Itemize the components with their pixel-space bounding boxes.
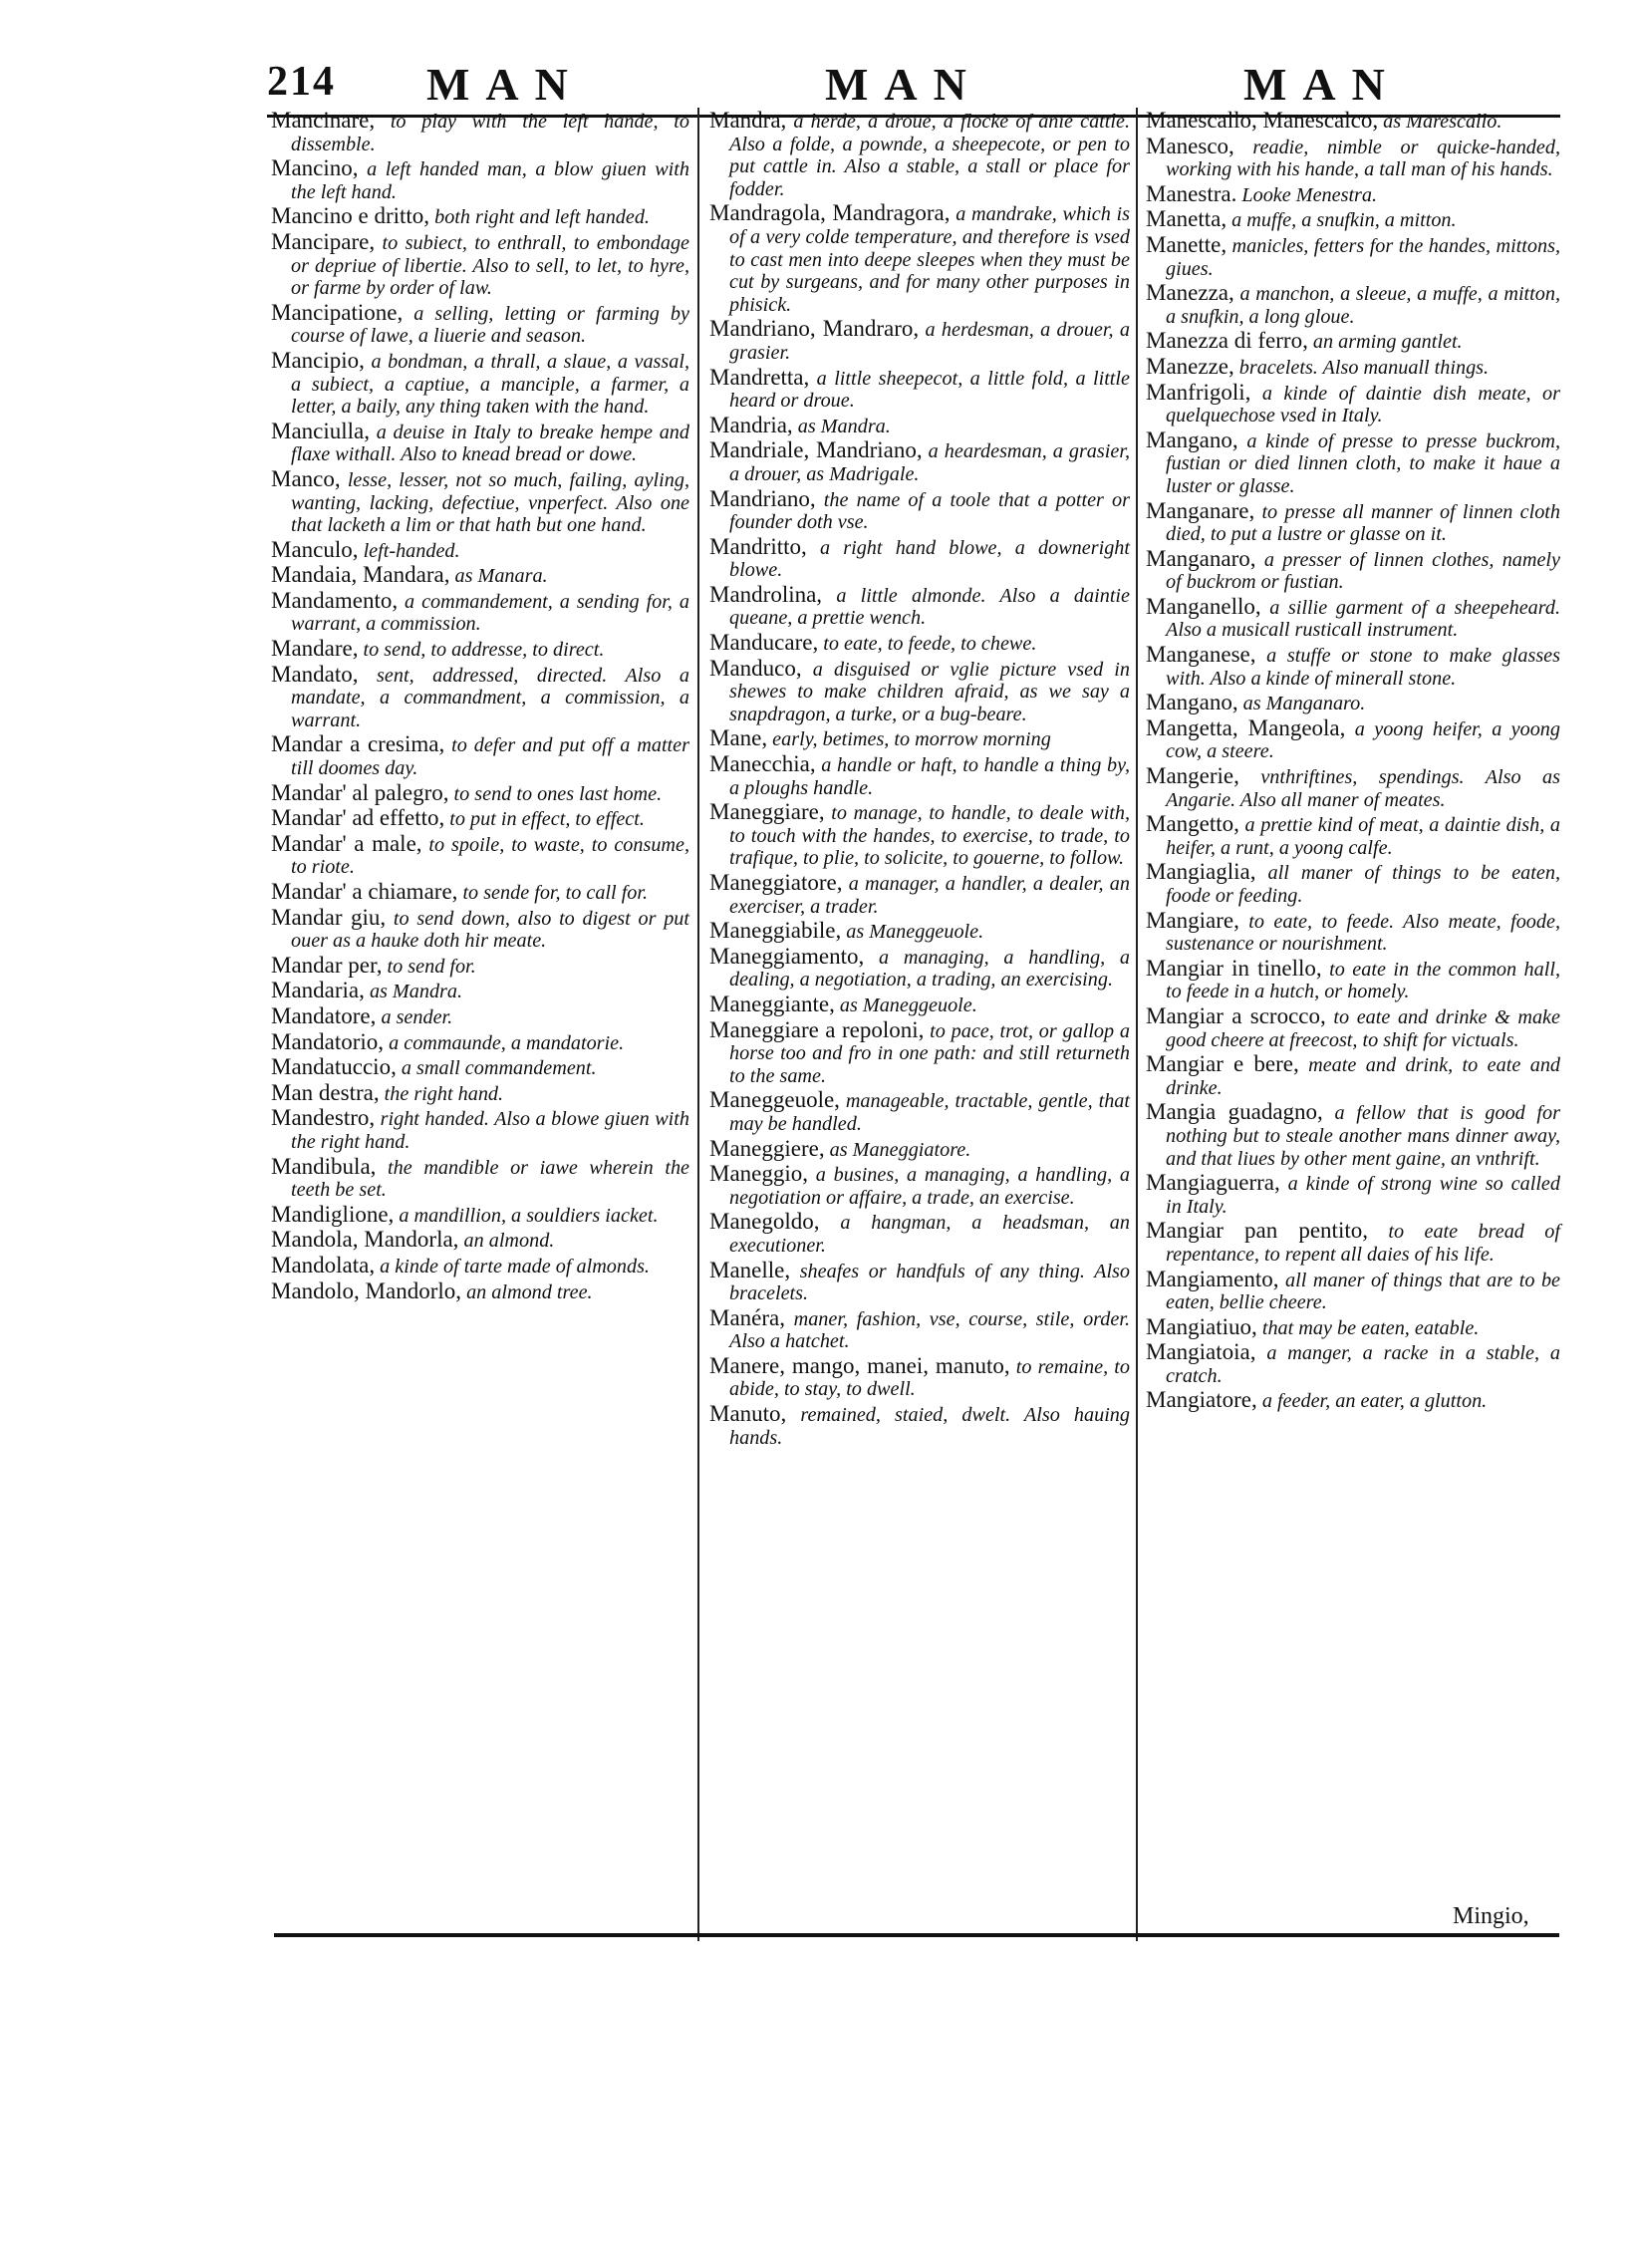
entry-definition: right handed. Also a blowe giuen with the right hand. [291, 1108, 689, 1153]
dictionary-entry [271, 1056, 689, 1080]
dictionary-entry [709, 412, 1130, 438]
dictionary-entry [271, 661, 689, 732]
dictionary-entry [271, 733, 689, 779]
entry-definition: a commandement, a sending for, a warrant, a commission. [291, 590, 689, 636]
entry-definition: to send down, also to digest or put ouer as a hauke doth hir meate. [291, 907, 690, 953]
entry-headword: Mangia guadagno, [1146, 1099, 1323, 1125]
entry-headword: Mandriano, [709, 485, 816, 511]
entry-headword: Mangiamento, [1146, 1266, 1279, 1291]
entry-definition: vnthriftines, spendings. Also as Angarie. Also all maner of meates. [1166, 766, 1560, 811]
dictionary-entry [709, 727, 1130, 751]
entry-headword: Mandriano, Mandraro, [709, 316, 920, 342]
dictionary-entry [1146, 330, 1560, 354]
entry-definition: a kinde of presse to presse buckrom, fustian or died linnen cloth, to make it haue a luster or glasse. [1166, 429, 1560, 497]
entry-definition: to remaine, to abide, to stay, to dwell. [729, 1355, 1130, 1401]
entry-definition: readie, nimble or quicke-handed, working with his hande, a tall man of his hands. [1166, 136, 1560, 181]
dictionary-entry [271, 952, 689, 979]
dictionary-entry [271, 1028, 689, 1055]
dictionary-entry [271, 779, 689, 806]
entry-headword: Mangiar a scrocco, [1146, 1002, 1326, 1028]
column-head-1: MAN [426, 59, 584, 110]
dictionary-entry [709, 439, 1130, 485]
entry-definition: the right hand. [379, 1082, 504, 1105]
entry-headword: Mandar' al palegro, [271, 779, 449, 805]
entry-headword: Mandar giu, [271, 904, 387, 930]
entry-headword: Man destra, [271, 1079, 380, 1105]
entry-headword: Mangiatore, [1146, 1387, 1257, 1413]
entry-definition: to subiect, to enthrall, to embondage or depriue of libertie. Also to sell, to let, to hyre, or farme by order of law. [291, 231, 689, 300]
dictionary-entry [1146, 379, 1560, 427]
entry-headword: Mandola, Mandorla, [271, 1227, 459, 1253]
column-divider-1 [697, 108, 699, 1941]
entry-definition: manicles, fetters for the handes, mittons, giues. [1166, 234, 1560, 280]
entry-definition: a heardesman, a grasier, a drouer, as Madrigale. [729, 440, 1130, 485]
entry-headword: Mandatuccio, [271, 1054, 397, 1080]
entry-headword: Mangano, [1146, 690, 1238, 715]
entry-definition: to eate bread of repentance, to repent all daies of his life. [1166, 1221, 1560, 1266]
entry-definition: a left handed man, a blow giuen with the left hand. [291, 158, 689, 203]
entry-headword: Mandamento, [271, 587, 399, 613]
entry-definition: a mandillion, a souldiers iacket. [394, 1204, 659, 1227]
dictionary-entry [1146, 1053, 1560, 1099]
dictionary-entry [709, 318, 1130, 364]
entry-definition: a kinde of tarte made of almonds. [375, 1255, 650, 1277]
entry-headword: Mandar' a male, [271, 830, 422, 856]
entry-headword: Mandria, [709, 412, 793, 437]
entry-headword: Manfrigoli, [1146, 379, 1251, 405]
entry-headword: Mandato, [271, 661, 359, 687]
entry-headword: Mandolata, [271, 1252, 376, 1277]
entry-headword: Mandar' a chiamare, [271, 879, 458, 904]
entry-definition: a commaunde, a mandatorie. [384, 1031, 625, 1054]
dictionary-entry [709, 753, 1130, 799]
entry-headword: Mancino, [271, 155, 359, 181]
entry-definition: to sende for, to call for. [457, 882, 649, 904]
dictionary-entry [271, 205, 689, 229]
entry-headword: Mandritto, [709, 533, 807, 559]
entry-definition: the name of a toole that a potter or founder doth vse. [729, 488, 1130, 534]
entry-definition: a manger, a racke in a stable, a cratch. [1166, 1342, 1560, 1387]
entry-headword: Mandrolina, [709, 581, 823, 607]
entry-headword: Mandiglione, [271, 1201, 395, 1227]
dictionary-entry [271, 830, 689, 879]
entry-headword: Manciulla, [271, 418, 370, 443]
entry-headword: Manganaro, [1146, 545, 1256, 571]
entry-definition: an almond. [458, 1230, 555, 1253]
dictionary-entry [709, 632, 1130, 656]
entry-headword: Mangerie, [1146, 763, 1239, 789]
entry-definition: as Mandra. [364, 981, 463, 1003]
dictionary-entry [1146, 1220, 1560, 1266]
dictionary-entry [1146, 1101, 1560, 1170]
entry-headword: Maneggiabile, [709, 918, 842, 944]
dictionary-entry [271, 587, 689, 636]
entry-definition: an almond tree. [461, 1280, 593, 1303]
entry-definition: to eate, to feede, to chewe. [818, 633, 1037, 656]
entry-definition: to pace, trot, or gallop a horse too and fro in one path: and still returneth to the same. [729, 1019, 1130, 1087]
entry-headword: Manetta, [1146, 206, 1228, 232]
column-1 [271, 110, 689, 1305]
dictionary-entry [709, 533, 1130, 582]
dictionary-entry [1146, 1389, 1560, 1413]
dictionary-entry [271, 881, 689, 905]
dictionary-entry [709, 1135, 1130, 1162]
entry-definition: a busines, a managing, a handling, a negotiation or affaire, a trade, an exercise. [729, 1164, 1130, 1209]
dictionary-entry [1146, 714, 1560, 763]
entry-definition: a mandrake, which is of a very colde temperature, and therefore is vsed to cast men into deepe sleepes when they must be cut by surgeans, and for many other purposes in phisick. [729, 203, 1130, 316]
entry-headword: Manere, mango, manei, manuto, [709, 1352, 1010, 1378]
dictionary-entry [1146, 1172, 1560, 1218]
footer-rule [274, 1933, 1559, 1937]
entry-definition: as Maneggeuole. [841, 921, 984, 944]
entry-definition: a handle or haft, to handle a thing by, a ploughs handle. [729, 754, 1130, 799]
column-head-2: MAN [825, 59, 982, 110]
entry-headword: Maneggiare, [709, 799, 825, 825]
entry-headword: Mandaia, Mandara, [271, 562, 450, 588]
entry-definition: Looke Menestra. [1236, 183, 1378, 206]
dictionary-entry [1146, 545, 1560, 594]
column-2 [709, 110, 1130, 1451]
entry-headword: Mane, [709, 725, 768, 751]
dictionary-entry [709, 1257, 1130, 1305]
dictionary-entry [271, 1229, 689, 1253]
dictionary-entry [1146, 861, 1560, 907]
entry-definition: meate and drink, to eate and drinke. [1166, 1054, 1561, 1099]
dictionary-entry [709, 110, 1130, 200]
entry-headword: Mandare, [271, 636, 359, 662]
dictionary-entry [271, 1277, 689, 1304]
entry-headword: Mangetta, Mangeola, [1146, 714, 1346, 740]
dictionary-entry [271, 980, 689, 1003]
dictionary-entry [271, 1201, 689, 1228]
dictionary-entry [1146, 813, 1560, 859]
dictionary-entry [1146, 907, 1560, 956]
entry-headword: Mancipio, [271, 347, 365, 373]
entry-headword: Mandatorio, [271, 1028, 385, 1054]
dictionary-entry [271, 807, 689, 831]
dictionary-entry [709, 1089, 1130, 1135]
entry-headword: Mancipare, [271, 228, 376, 254]
entry-definition: a sender. [376, 1005, 453, 1028]
dictionary-entry [271, 1153, 689, 1202]
entry-definition: a selling, letting or farming by course of lawe, a liuerie and season. [291, 302, 689, 348]
entry-headword: Mangiatoia, [1146, 1339, 1256, 1365]
entry-headword: Manganello, [1146, 593, 1261, 619]
dictionary-entry [1146, 353, 1560, 380]
entry-headword: Manette, [1146, 231, 1228, 257]
entry-headword: Mangiare, [1146, 907, 1239, 933]
entry-headword: Maneggiatore, [709, 870, 843, 895]
entry-definition: a stuffe or stone to make glasses with. Also a kinde of minerall stone. [1166, 645, 1560, 690]
entry-definition: to manage, to handle, to deale with, to touch with the handes, to exercise, to trade, to trafique, to plie, to solicite, to gouerne, to follow. [729, 802, 1130, 870]
dictionary-entry [271, 536, 689, 563]
entry-definition: sent, addressed, directed. Also a mandate, a commandment, a commission, a warrant. [291, 664, 689, 731]
dictionary-entry [271, 228, 689, 300]
entry-definition: an arming gantlet. [1307, 331, 1463, 354]
entry-definition: as Maneggeuole. [834, 993, 977, 1016]
entry-headword: Mancinare, [271, 108, 376, 133]
dictionary-entry [1146, 644, 1560, 690]
entry-definition: to play with the left hande, to dissemble. [291, 111, 689, 155]
page-number: 214 [267, 59, 336, 105]
dictionary-entry [1146, 955, 1561, 1003]
entry-headword: Mancino e dritto, [271, 203, 430, 229]
dictionary-entry [1146, 426, 1560, 498]
entry-headword: Mandolo, Mandorlo, [271, 1277, 462, 1303]
entry-definition: to presse all manner of linnen cloth died, to put a lustre or glasse on it. [1166, 500, 1560, 546]
entry-definition: as Manara. [449, 565, 548, 588]
dictionary-entry [271, 1002, 689, 1029]
entry-definition: as Maneggiatore. [824, 1138, 971, 1161]
dictionary-entry [1146, 1266, 1560, 1314]
dictionary-entry [1146, 180, 1560, 207]
dictionary-entry [271, 638, 689, 662]
dictionary-entry [1146, 1341, 1560, 1387]
entry-headword: Manecchia, [709, 751, 816, 777]
dictionary-entry [1146, 282, 1560, 328]
entry-definition: a little almonde. Also a daintie queane, a prettie wench. [729, 584, 1130, 630]
entry-definition: left-handed. [358, 539, 460, 562]
dictionary-entry [271, 1252, 689, 1278]
entry-definition: maner, fashion, vse, course, stile, order. Also a hatchet. [729, 1307, 1130, 1353]
entry-headword: Mandar' ad effetto, [271, 805, 445, 831]
column-head-3: MAN [1243, 59, 1401, 110]
entry-definition: a yoong heifer, a yoong cow, a steere. [1166, 717, 1560, 763]
dictionary-entry [709, 581, 1130, 630]
entry-definition: remained, staied, dwelt. Also hauing hands. [729, 1404, 1130, 1449]
entry-headword: Mandragola, Mandragora, [709, 200, 951, 226]
dictionary-entry [271, 299, 689, 348]
dictionary-entry [1146, 133, 1560, 181]
entry-definition: a deuise in Italy to breake hempe and flaxe withall. Also to knead bread or dowe. [291, 421, 689, 466]
dictionary-entry [1146, 497, 1560, 546]
entry-headword: Maneggio, [709, 1161, 809, 1187]
entry-headword: Manganare, [1146, 497, 1255, 523]
dictionary-entry [271, 1107, 689, 1153]
dictionary-entry [271, 418, 689, 466]
entry-headword: Manezza di ferro, [1146, 328, 1308, 354]
dictionary-entry [271, 347, 689, 419]
entry-headword: Mangetto, [1146, 811, 1239, 837]
column-3 [1146, 110, 1560, 1415]
dictionary-entry [709, 943, 1130, 992]
entry-headword: Mangiaguerra, [1146, 1170, 1280, 1196]
entry-headword: Mandar per, [271, 952, 383, 978]
entry-headword: Mandra, [709, 108, 787, 133]
entry-definition: to spoile, to waste, to consume, to riote. [291, 833, 689, 879]
entry-headword: Mangano, [1146, 426, 1238, 452]
entry-definition: sheafes or handfuls of any thing. Also bracelets. [729, 1260, 1130, 1305]
entry-definition: a hangman, a headsman, an executioner. [729, 1212, 1130, 1257]
entry-definition: a managing, a handling, a dealing, a negotiation, a trading, an exercising. [729, 946, 1130, 992]
entry-headword: Manco, [271, 465, 341, 491]
entry-headword: Mandriale, Mandriano, [709, 437, 923, 463]
entry-definition: a muffe, a snufkin, a mitton. [1227, 209, 1457, 232]
entry-definition: manageable, tractable, gentle, that may be handled. [729, 1090, 1130, 1135]
entry-headword: Mangiar e bere, [1146, 1051, 1299, 1077]
entry-headword: Manganese, [1146, 642, 1256, 668]
entry-headword: Manezze, [1146, 353, 1234, 379]
entry-definition: a kinde of strong wine so called in Italy. [1166, 1173, 1560, 1218]
entry-headword: Mandaria, [271, 978, 365, 1003]
entry-headword: Maneggiare a repoloni, [709, 1016, 925, 1042]
entry-definition: as Manganaro. [1237, 693, 1366, 715]
dictionary-entry [709, 801, 1130, 870]
entry-definition: to eate and drinke & make good cheere at freecost, to shift for victuals. [1166, 1005, 1560, 1051]
dictionary-entry [1146, 593, 1560, 642]
entry-definition: a sillie garment of a sheepeheard. Also a musicall rusticall instrument. [1166, 596, 1560, 642]
entry-headword: Mangiaglia, [1146, 859, 1256, 885]
entry-headword: Maneggiamento, [709, 943, 865, 969]
entry-headword: Maneggiante, [709, 991, 835, 1016]
entry-definition: early, betimes, to morrow morning [767, 728, 1051, 751]
entry-definition: a manager, a handler, a dealer, an exerciser, a trader. [729, 873, 1130, 918]
column-divider-2 [1136, 108, 1138, 1941]
entry-definition: a bondman, a thrall, a slaue, a vassal, a subiect, a captiue, a manciple, a farmer, a letter, a baily, any thing taken with the hand. [291, 350, 689, 419]
entry-headword: Manduco, [709, 655, 802, 681]
dictionary-entry [1146, 110, 1560, 134]
entry-definition: a kinde of daintie dish meate, or quelquechose vsed in Italy. [1166, 382, 1560, 427]
dictionary-entry [709, 1304, 1130, 1353]
entry-definition: a herde, a droue, a flocke of anie cattle. Also a folde, a pownde, a sheepecote, or pen to put cattle in. Also a stable, a stall or place for fodder. [729, 111, 1130, 200]
entry-headword: Mangiar pan pentito, [1146, 1218, 1368, 1244]
entry-definition: a prettie kind of meat, a daintie dish, a heifer, a runt, a yoong calfe. [1166, 814, 1560, 859]
entry-headword: Manelle, [709, 1257, 791, 1282]
dictionary-entry [271, 904, 690, 953]
dictionary-entry [271, 1079, 689, 1106]
dictionary-entry [709, 993, 1130, 1017]
dictionary-entry [709, 1403, 1130, 1449]
dictionary-entry [709, 202, 1130, 316]
dictionary-entry [1146, 208, 1560, 232]
entry-headword: Mangiar in tinello, [1146, 955, 1322, 981]
entry-headword: Maneggiere, [709, 1135, 825, 1161]
dictionary-entry [709, 1016, 1130, 1088]
entry-headword: Maneggeuole, [709, 1087, 840, 1113]
dictionary-entry [1146, 1002, 1560, 1051]
entry-headword: Manestra. [1146, 180, 1237, 206]
entry-headword: Manuto, [709, 1401, 787, 1427]
entry-headword: Manducare, [709, 630, 819, 656]
dictionary-entry [709, 1352, 1130, 1401]
entry-definition: a disguised or vglie picture vsed in shewes to make children afraid, as we say a snapdragon, a turke, or a bug-beare. [729, 658, 1130, 725]
dictionary-entry [709, 485, 1130, 534]
dictionary-entry [1146, 231, 1560, 280]
entry-definition: as Marescallo. [1378, 111, 1502, 133]
entry-headword: Mandibula, [271, 1153, 377, 1179]
catchword: Mingio, [1453, 1903, 1529, 1929]
dictionary-entry [271, 465, 689, 537]
entry-headword: Manezza, [1146, 280, 1234, 306]
entry-definition: all maner of things to be eaten, foode or feeding. [1166, 862, 1560, 907]
entry-headword: Manesco, [1146, 133, 1234, 158]
entry-definition: all maner of things that are to be eaten, bellie cheere. [1166, 1269, 1560, 1314]
entry-definition: a little sheepecot, a little fold, a little heard or droue. [729, 367, 1130, 413]
dictionary-entry [1146, 1313, 1560, 1340]
entry-definition: a fellow that is good for nothing but to steale another mans dinner away, and that liues by other ment gaine, an vnthrift. [1166, 1102, 1560, 1170]
dictionary-entry [271, 564, 689, 588]
entry-definition: lesse, lesser, not so much, failing, ayling, wanting, lacking, defectiue, vnperfect. Also one that lacketh a lim or that hath but one hand. [291, 468, 689, 537]
entry-definition: to put in effect, to effect. [444, 808, 645, 831]
entry-definition: to eate, to feede. Also meate, foode, sustenance or nourishment. [1166, 910, 1560, 956]
entry-headword: Manescallo, Manescalco, [1146, 108, 1379, 133]
entry-definition: a feeder, an eater, a glutton. [1256, 1390, 1488, 1413]
entry-definition: to defer and put off a matter till doomes day. [291, 734, 689, 780]
entry-definition: to send, to addresse, to direct. [358, 639, 605, 662]
entry-headword: Manéra, [709, 1304, 785, 1330]
entry-headword: Mangiatiuo, [1146, 1313, 1257, 1339]
entry-headword: Mandretta, [709, 364, 810, 390]
dictionary-entry [709, 920, 1130, 944]
entry-definition: a right hand blowe, a downeright blowe. [729, 536, 1130, 582]
dictionary-entry [271, 110, 689, 155]
entry-definition: a presser of linnen clothes, namely of buckrom or fustian. [1166, 548, 1560, 594]
entry-headword: Manegoldo, [709, 1209, 820, 1235]
entry-definition: as Mandra. [792, 415, 891, 437]
dictionary-entry [709, 655, 1130, 726]
dictionary-entry [709, 872, 1130, 918]
dictionary-entry [271, 157, 689, 203]
entry-headword: Mandatore, [271, 1002, 377, 1028]
entry-headword: Mandar a cresima, [271, 731, 445, 757]
entry-definition: to eate in the common hall, to feede in a hutch, or homely. [1166, 958, 1561, 1003]
entry-definition: a manchon, a sleeue, a muffe, a mitton, a snufkin, a long gloue. [1166, 283, 1560, 328]
entry-definition: to send for. [382, 955, 476, 978]
entry-definition: to send to ones last home. [448, 782, 663, 805]
entry-definition: the mandible or iawe wherein the teeth be set. [291, 1156, 689, 1202]
entry-headword: Manculo, [271, 536, 359, 562]
entry-headword: Mancipatione, [271, 299, 404, 325]
entry-headword: Mandestro, [271, 1105, 376, 1131]
dictionary-entry [709, 1211, 1130, 1257]
dictionary-entry [1146, 692, 1560, 715]
entry-definition: that may be eaten, eatable. [1256, 1316, 1480, 1339]
entry-definition: a herdesman, a drouer, a grasier. [729, 319, 1130, 364]
entry-definition: a small commandement. [396, 1057, 597, 1080]
entry-definition: both right and left handed. [429, 206, 650, 229]
dictionary-entry [1146, 765, 1560, 811]
dictionary-entry [709, 1163, 1130, 1209]
dictionary-entry [709, 364, 1130, 413]
entry-definition: bracelets. Also manuall things. [1233, 356, 1490, 379]
